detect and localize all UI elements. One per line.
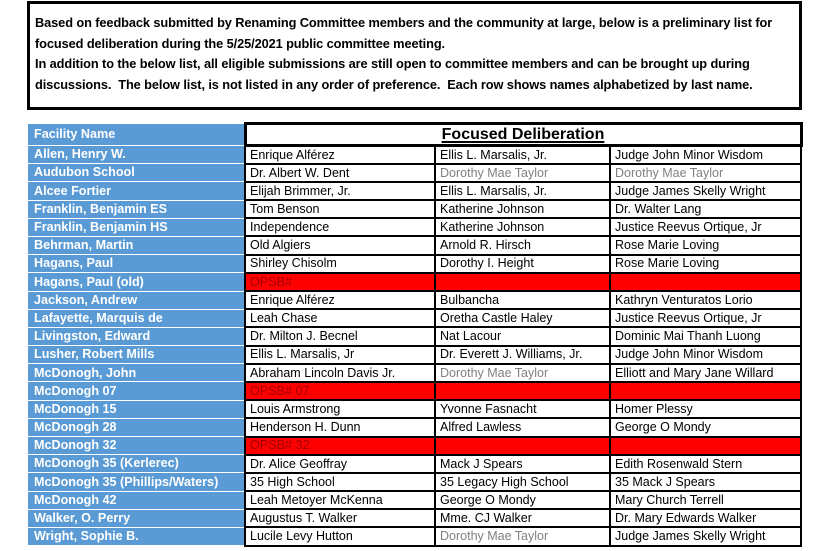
table-row <box>28 255 801 273</box>
intro-line: focused deliberation during the 5/25/2021 public committee meeting. <box>35 35 446 51</box>
facility-cell[interactable]: McDonogh 35 (Phillips/Waters) <box>28 473 245 491</box>
deliberation-cell[interactable]: Dorothy Mae Taylor <box>610 164 801 182</box>
deliberation-cell[interactable] <box>610 437 801 455</box>
facility-cell[interactable]: Lusher, Robert Mills <box>28 346 245 364</box>
facility-cell[interactable]: Walker, O. Perry <box>28 509 245 527</box>
deliberation-cell[interactable]: Ellis L. Marsalis, Jr. <box>435 146 610 164</box>
deliberation-cell[interactable]: Judge John Minor Wisdom <box>610 146 801 164</box>
deliberation-cell[interactable]: Mack J Spears <box>435 455 610 473</box>
deliberation-cell[interactable]: 35 High School <box>245 473 435 491</box>
table-row <box>28 455 801 473</box>
facility-cell[interactable]: McDonogh 42 <box>28 491 245 509</box>
deliberation-cell[interactable]: Dr. Alice Geoffray <box>245 455 435 473</box>
deliberation-cell[interactable]: Dorothy Mae Taylor <box>435 364 610 382</box>
deliberation-cell[interactable]: OPSB# 32 <box>245 437 435 455</box>
deliberation-cell[interactable]: Edith Rosenwald Stern <box>610 455 801 473</box>
facility-cell[interactable]: Franklin, Benjamin HS <box>28 218 245 236</box>
deliberation-cell[interactable]: Louis Armstrong <box>245 400 435 418</box>
table-row <box>28 327 801 345</box>
facility-cell[interactable]: McDonogh 35 (Kerlerec) <box>28 455 245 473</box>
table-row <box>28 418 801 436</box>
deliberation-cell[interactable]: Dr. Walter Lang <box>610 200 801 218</box>
table-row <box>28 400 801 418</box>
deliberation-cell[interactable]: Bulbancha <box>435 291 610 309</box>
facility-cell[interactable]: Hagans, Paul <box>28 255 245 273</box>
deliberation-cell[interactable]: Judge James Skelly Wright <box>610 182 801 200</box>
facility-cell[interactable]: Hagans, Paul (old) <box>28 273 245 291</box>
focused-deliberation-table <box>28 122 803 547</box>
deliberation-cell[interactable]: Rose Marie Loving <box>610 255 801 273</box>
deliberation-cell[interactable]: Yvonne Fasnacht <box>435 400 610 418</box>
deliberation-cell[interactable]: Mary Church Terrell <box>610 491 801 509</box>
deliberation-cell[interactable]: Justice Reevus Ortique, Jr <box>610 309 801 327</box>
deliberation-cell[interactable]: Independence <box>245 218 435 236</box>
deliberation-cell[interactable]: Dr. Everett J. Williams, Jr. <box>435 346 610 364</box>
deliberation-cell[interactable]: George O Mondy <box>435 491 610 509</box>
deliberation-cell[interactable]: Oretha Castle Haley <box>435 309 610 327</box>
deliberation-cell[interactable] <box>435 382 610 400</box>
deliberation-cell[interactable]: Ellis L. Marsalis, Jr <box>245 346 435 364</box>
deliberation-cell[interactable]: Katherine Johnson <box>435 218 610 236</box>
deliberation-cell[interactable]: Elijah Brimmer, Jr. <box>245 182 435 200</box>
table-row <box>28 146 801 164</box>
deliberation-cell[interactable]: OPSB# 07 <box>245 382 435 400</box>
deliberation-cell[interactable]: Dr. Milton J. Becnel <box>245 327 435 345</box>
intro-line: Based on feedback submitted by Renaming Committee members and the community at large, below is a preliminary list for <box>35 15 773 30</box>
facility-cell[interactable]: Livingston, Edward <box>28 327 245 345</box>
table-row <box>28 218 801 236</box>
table-row <box>28 200 801 218</box>
deliberation-cell[interactable] <box>610 273 801 291</box>
facility-cell[interactable]: Allen, Henry W. <box>28 146 245 164</box>
table-row <box>28 346 801 364</box>
focused-deliberation-header[interactable] <box>245 124 801 146</box>
deliberation-cell[interactable]: Dorothy I. Height <box>435 255 610 273</box>
intro-line: In addition to the below list, all eligible submissions are still open to committee members and can be brought up during <box>35 56 750 71</box>
table-row <box>28 164 801 182</box>
deliberation-cell[interactable]: Old Algiers <box>245 236 435 254</box>
deliberation-cell[interactable]: Dominic Mai Thanh Luong <box>610 327 801 345</box>
intro-text-box <box>27 1 802 110</box>
deliberation-cell[interactable]: Shirley Chisolm <box>245 255 435 273</box>
deliberation-cell[interactable]: OPSB# <box>245 273 435 291</box>
deliberation-cell[interactable]: Enrique Alférez <box>245 146 435 164</box>
deliberation-cell[interactable] <box>435 273 610 291</box>
table-row <box>28 236 801 254</box>
facility-cell[interactable]: McDonogh, John <box>28 364 245 382</box>
table-header-row <box>28 124 801 146</box>
deliberation-cell[interactable]: Leah Metoyer McKenna <box>245 491 435 509</box>
facility-cell[interactable]: McDonogh 32 <box>28 437 245 455</box>
deliberation-cell[interactable]: Justice Reevus Ortique, Jr <box>610 218 801 236</box>
deliberation-cell[interactable] <box>610 382 801 400</box>
deliberation-cell[interactable]: Mme. CJ Walker <box>435 509 610 527</box>
table-row <box>28 273 801 291</box>
deliberation-cell[interactable]: Judge James Skelly Wright <box>610 527 801 545</box>
table-row <box>28 491 801 509</box>
facility-cell[interactable]: McDonogh 15 <box>28 400 245 418</box>
deliberation-cell[interactable]: Dorothy Mae Taylor <box>435 527 610 545</box>
deliberation-cell[interactable]: 35 Mack J Spears <box>610 473 801 491</box>
deliberation-cell[interactable]: Katherine Johnson <box>435 200 610 218</box>
deliberation-cell[interactable]: Rose Marie Loving <box>610 236 801 254</box>
facility-name-header[interactable]: Facility Name <box>28 124 245 146</box>
facility-cell[interactable]: Jackson, Andrew <box>28 291 245 309</box>
deliberation-cell[interactable]: Dr. Mary Edwards Walker <box>610 509 801 527</box>
deliberation-cell[interactable]: Henderson H. Dunn <box>245 418 435 436</box>
table-row <box>28 291 801 309</box>
deliberation-cell[interactable]: Judge John Minor Wisdom <box>610 346 801 364</box>
focused-deliberation-header-label: Focused Deliberation <box>441 125 605 143</box>
facility-cell[interactable]: Alcee Fortier <box>28 182 245 200</box>
deliberation-cell[interactable]: Leah Chase <box>245 309 435 327</box>
table-row <box>28 527 801 545</box>
facility-cell[interactable]: McDonogh 28 <box>28 418 245 436</box>
deliberation-cell[interactable] <box>435 437 610 455</box>
deliberation-cell[interactable]: Arnold R. Hirsch <box>435 236 610 254</box>
deliberation-cell[interactable]: Abraham Lincoln Davis Jr. <box>245 364 435 382</box>
deliberation-cell[interactable]: Ellis L. Marsalis, Jr. <box>435 182 610 200</box>
deliberation-cell[interactable]: 35 Legacy High School <box>435 473 610 491</box>
deliberation-cell[interactable]: Homer Plessy <box>610 400 801 418</box>
deliberation-cell[interactable]: George O Mondy <box>610 418 801 436</box>
deliberation-cell[interactable]: Alfred Lawless <box>435 418 610 436</box>
deliberation-cell[interactable]: Elliott and Mary Jane Willard <box>610 364 801 382</box>
facility-cell[interactable]: Franklin, Benjamin ES <box>28 200 245 218</box>
facility-cell[interactable]: Lafayette, Marquis de <box>28 309 245 327</box>
deliberation-cell[interactable]: Tom Benson <box>245 200 435 218</box>
deliberation-cell[interactable]: Dorothy Mae Taylor <box>435 164 610 182</box>
table-row <box>28 182 801 200</box>
deliberation-cell[interactable]: Lucile Levy Hutton <box>245 527 435 545</box>
table-row <box>28 309 801 327</box>
intro-line: discussions. The below list, is not listed in any order of preference. Each row shows names alphabetized by last name. <box>35 76 753 92</box>
table-row <box>28 382 801 400</box>
table-row <box>28 364 801 382</box>
table-row <box>28 437 801 455</box>
deliberation-cell[interactable]: Kathryn Venturatos Lorio <box>610 291 801 309</box>
facility-cell[interactable]: Audubon School <box>28 164 245 182</box>
deliberation-table-body <box>28 146 801 546</box>
deliberation-cell[interactable]: Augustus T. Walker <box>245 509 435 527</box>
facility-cell[interactable]: McDonogh 07 <box>28 382 245 400</box>
facility-cell[interactable]: Wright, Sophie B. <box>28 527 245 545</box>
deliberation-cell[interactable]: Dr. Albert W. Dent <box>245 164 435 182</box>
deliberation-cell[interactable]: Nat Lacour <box>435 327 610 345</box>
facility-cell[interactable]: Behrman, Martin <box>28 236 245 254</box>
table-row <box>28 509 801 527</box>
table-row <box>28 473 801 491</box>
deliberation-cell[interactable]: Enrique Alférez <box>245 291 435 309</box>
